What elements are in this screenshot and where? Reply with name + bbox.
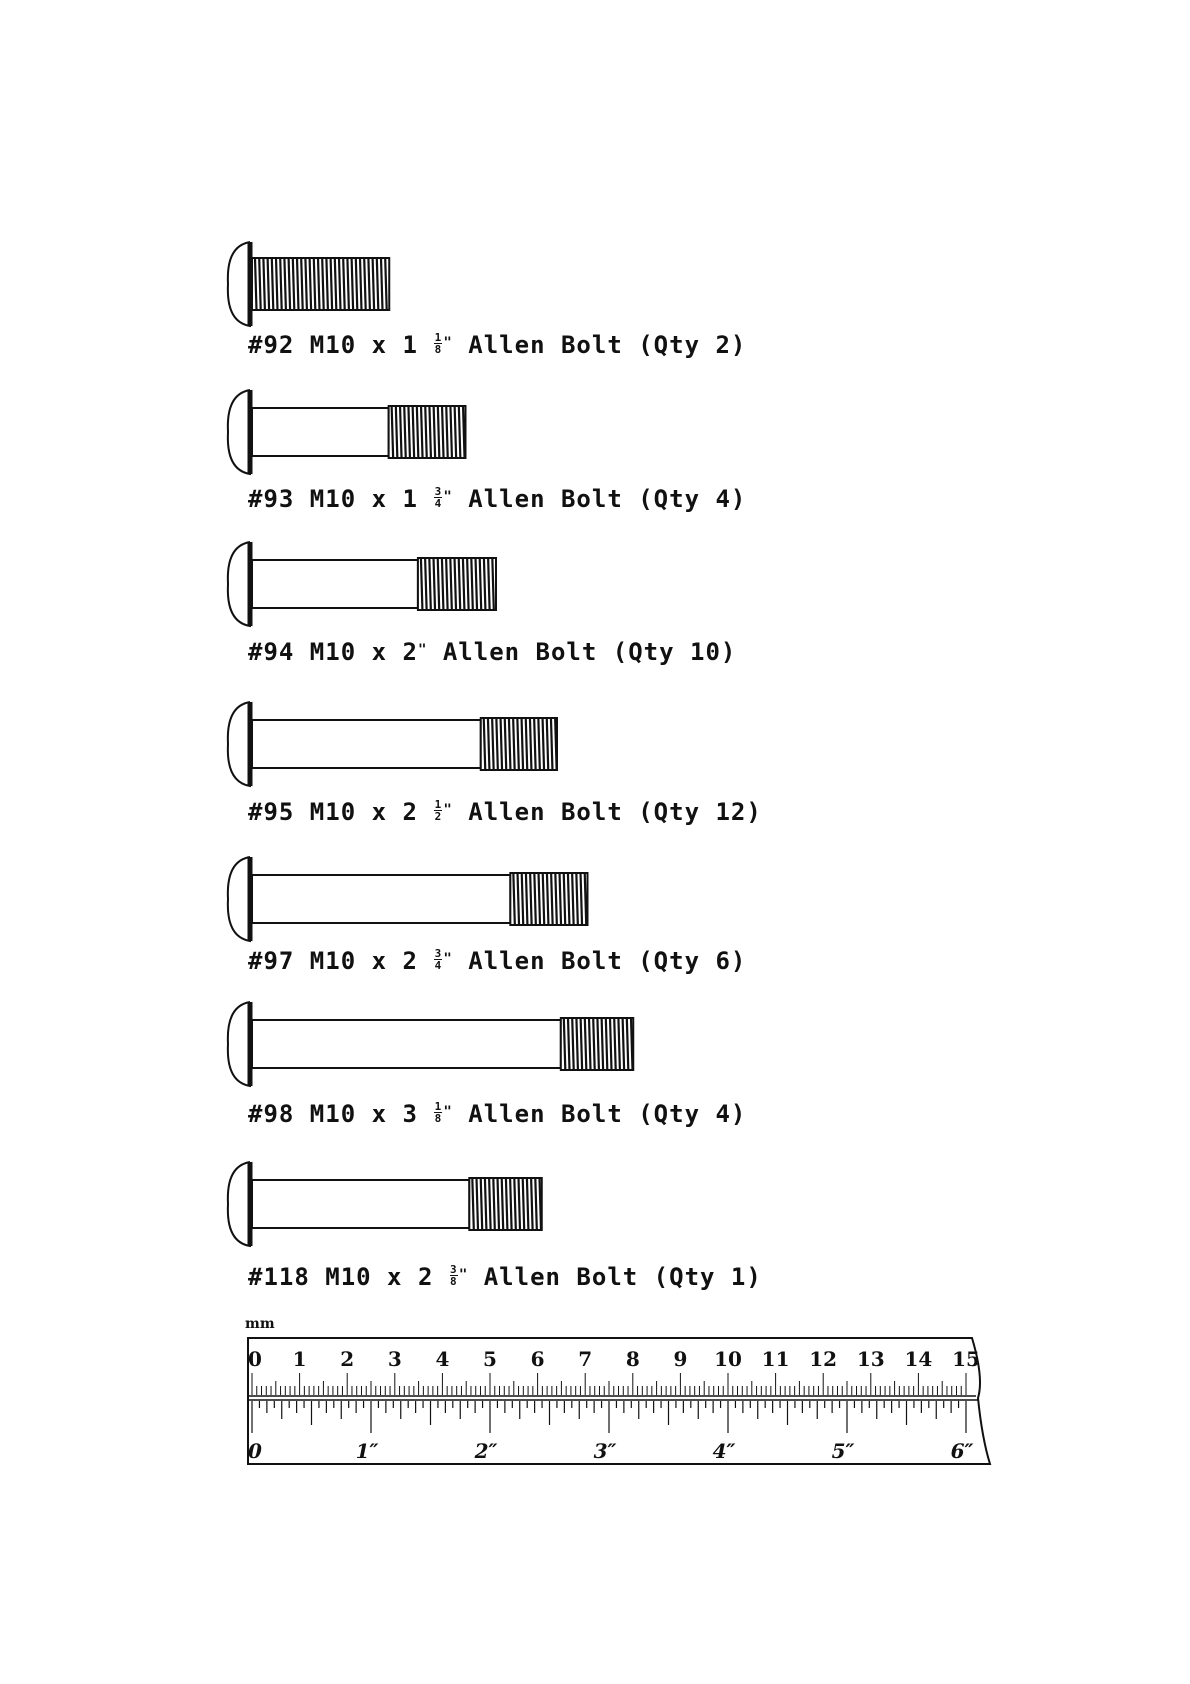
cm-label: 5: [483, 1347, 497, 1371]
inch-mark: ": [443, 1104, 453, 1120]
bolt-label-fraction: $\frac{3}{8}$: [450, 1262, 458, 1288]
cm-label: 1: [292, 1347, 307, 1371]
ruler: [240, 1318, 1020, 1502]
bolt-label-prefix: #118 M10 x 2: [248, 1263, 449, 1291]
bolt-thread: [561, 1018, 633, 1070]
bolt-thread: [252, 258, 389, 310]
cm-label: 3: [387, 1347, 402, 1371]
cm-label: 15: [952, 1347, 980, 1371]
cm-label: 14: [904, 1347, 933, 1371]
bolt-head: [228, 542, 250, 626]
bolt-label: [248, 330, 746, 360]
bolt-label-suffix: Allen Bolt (Qty 10): [427, 638, 737, 666]
bolt-label-fraction: $\frac{3}{4}$: [434, 946, 443, 972]
bolt-label-suffix: Allen Bolt (Qty 6): [452, 947, 747, 975]
bolt-icon: [224, 240, 401, 330]
cm-label: 0: [248, 1347, 262, 1371]
bolt-drawing: [224, 1160, 554, 1250]
bolt-thread: [389, 406, 466, 458]
bolt-label-fraction: $\frac{3}{4}$: [434, 484, 443, 510]
bolt-label: [248, 484, 746, 514]
bolt-label-prefix: #92 M10 x 1: [248, 331, 434, 359]
inch-label: 1″: [355, 1439, 379, 1463]
bolt-label-suffix: Allen Bolt (Qty 4): [452, 485, 747, 513]
inch-mark: ": [443, 802, 453, 818]
cm-label: 13: [856, 1347, 885, 1371]
inch-label: 3″: [593, 1439, 617, 1463]
bolt-drawing: [224, 540, 508, 630]
bolt-drawing: [224, 1000, 645, 1090]
bolt-head: [228, 390, 250, 474]
inch-label: 5″: [831, 1439, 855, 1463]
cm-label: 12: [809, 1347, 838, 1371]
bolt-head: [228, 1162, 250, 1246]
inch-mark: ": [458, 1267, 469, 1283]
bolt-label: [248, 946, 746, 976]
bolt-drawing: [224, 240, 401, 330]
inch-label: 2″: [474, 1439, 498, 1463]
cm-label: 8: [625, 1347, 640, 1371]
bolt-label: [248, 797, 762, 827]
inch-mark: ": [417, 642, 428, 658]
bolt-shank: [252, 1020, 561, 1068]
bolt-label-prefix: #93 M10 x 1: [248, 485, 434, 513]
bolt-drawing: [224, 388, 478, 478]
ruler-graphic: [240, 1318, 1020, 1498]
bolt-label-prefix: #98 M10 x 3: [248, 1100, 434, 1128]
inch-label: 6″: [950, 1439, 974, 1463]
bolt-label-prefix: #95 M10 x 2: [248, 798, 434, 826]
bolt-label-suffix: Allen Bolt (Qty 1): [468, 1263, 762, 1291]
bolt-shank: [252, 408, 389, 456]
bolt-icon: [224, 855, 600, 945]
bolt-label-suffix: Allen Bolt (Qty 2): [452, 331, 747, 359]
bolt-label: [248, 1262, 762, 1292]
inch-label: 4″: [712, 1439, 736, 1463]
bolt-thread: [481, 718, 557, 770]
bolt-thread: [469, 1178, 541, 1230]
bolt-icon: [224, 388, 478, 478]
bolt-thread: [510, 873, 587, 925]
inch-mark: ": [443, 489, 453, 505]
bolt-head: [228, 702, 250, 786]
inch-mark: ": [443, 951, 453, 967]
cm-label: 7: [578, 1347, 593, 1371]
bolt-shank: [252, 560, 418, 608]
cm-label: 11: [761, 1347, 790, 1371]
bolt-label-suffix: Allen Bolt (Qty 4): [452, 1100, 747, 1128]
bolt-icon: [224, 540, 508, 630]
bolt-label-fraction: $\frac{1}{8}$: [434, 1099, 443, 1125]
cm-label: 4: [435, 1347, 450, 1371]
bolt-icon: [224, 1000, 645, 1090]
bolt-thread: [418, 558, 496, 610]
bolt-drawing: [224, 700, 569, 790]
bolt-label-suffix: Allen Bolt (Qty 12): [452, 798, 762, 826]
bolt-shank: [252, 720, 481, 768]
ruler-unit-label: mm: [245, 1316, 275, 1332]
bolt-shank: [252, 875, 510, 923]
bolt-icon: [224, 1160, 554, 1250]
bolt-head: [228, 857, 250, 941]
cm-label: 10: [714, 1347, 742, 1371]
inch-label: 0: [248, 1439, 262, 1463]
cm-label: 2: [340, 1347, 355, 1371]
bolt-label: [248, 637, 736, 667]
bolt-head: [228, 1002, 250, 1086]
bolt-label-fraction: $\frac{1}{8}$: [434, 330, 443, 356]
bolt-label-prefix: #97 M10 x 2: [248, 947, 434, 975]
bolt-drawing: [224, 855, 600, 945]
bolt-label-fraction: $\frac{1}{2}$: [434, 797, 443, 823]
bolt-icon: [224, 700, 569, 790]
bolt-shank: [252, 1180, 469, 1228]
bolt-label: [248, 1099, 746, 1129]
bolt-head: [228, 242, 250, 326]
cm-label: 9: [673, 1347, 688, 1371]
inch-mark: ": [443, 335, 453, 351]
cm-label: 6: [530, 1347, 545, 1371]
bolt-label-prefix: #94 M10 x 2: [248, 638, 418, 666]
